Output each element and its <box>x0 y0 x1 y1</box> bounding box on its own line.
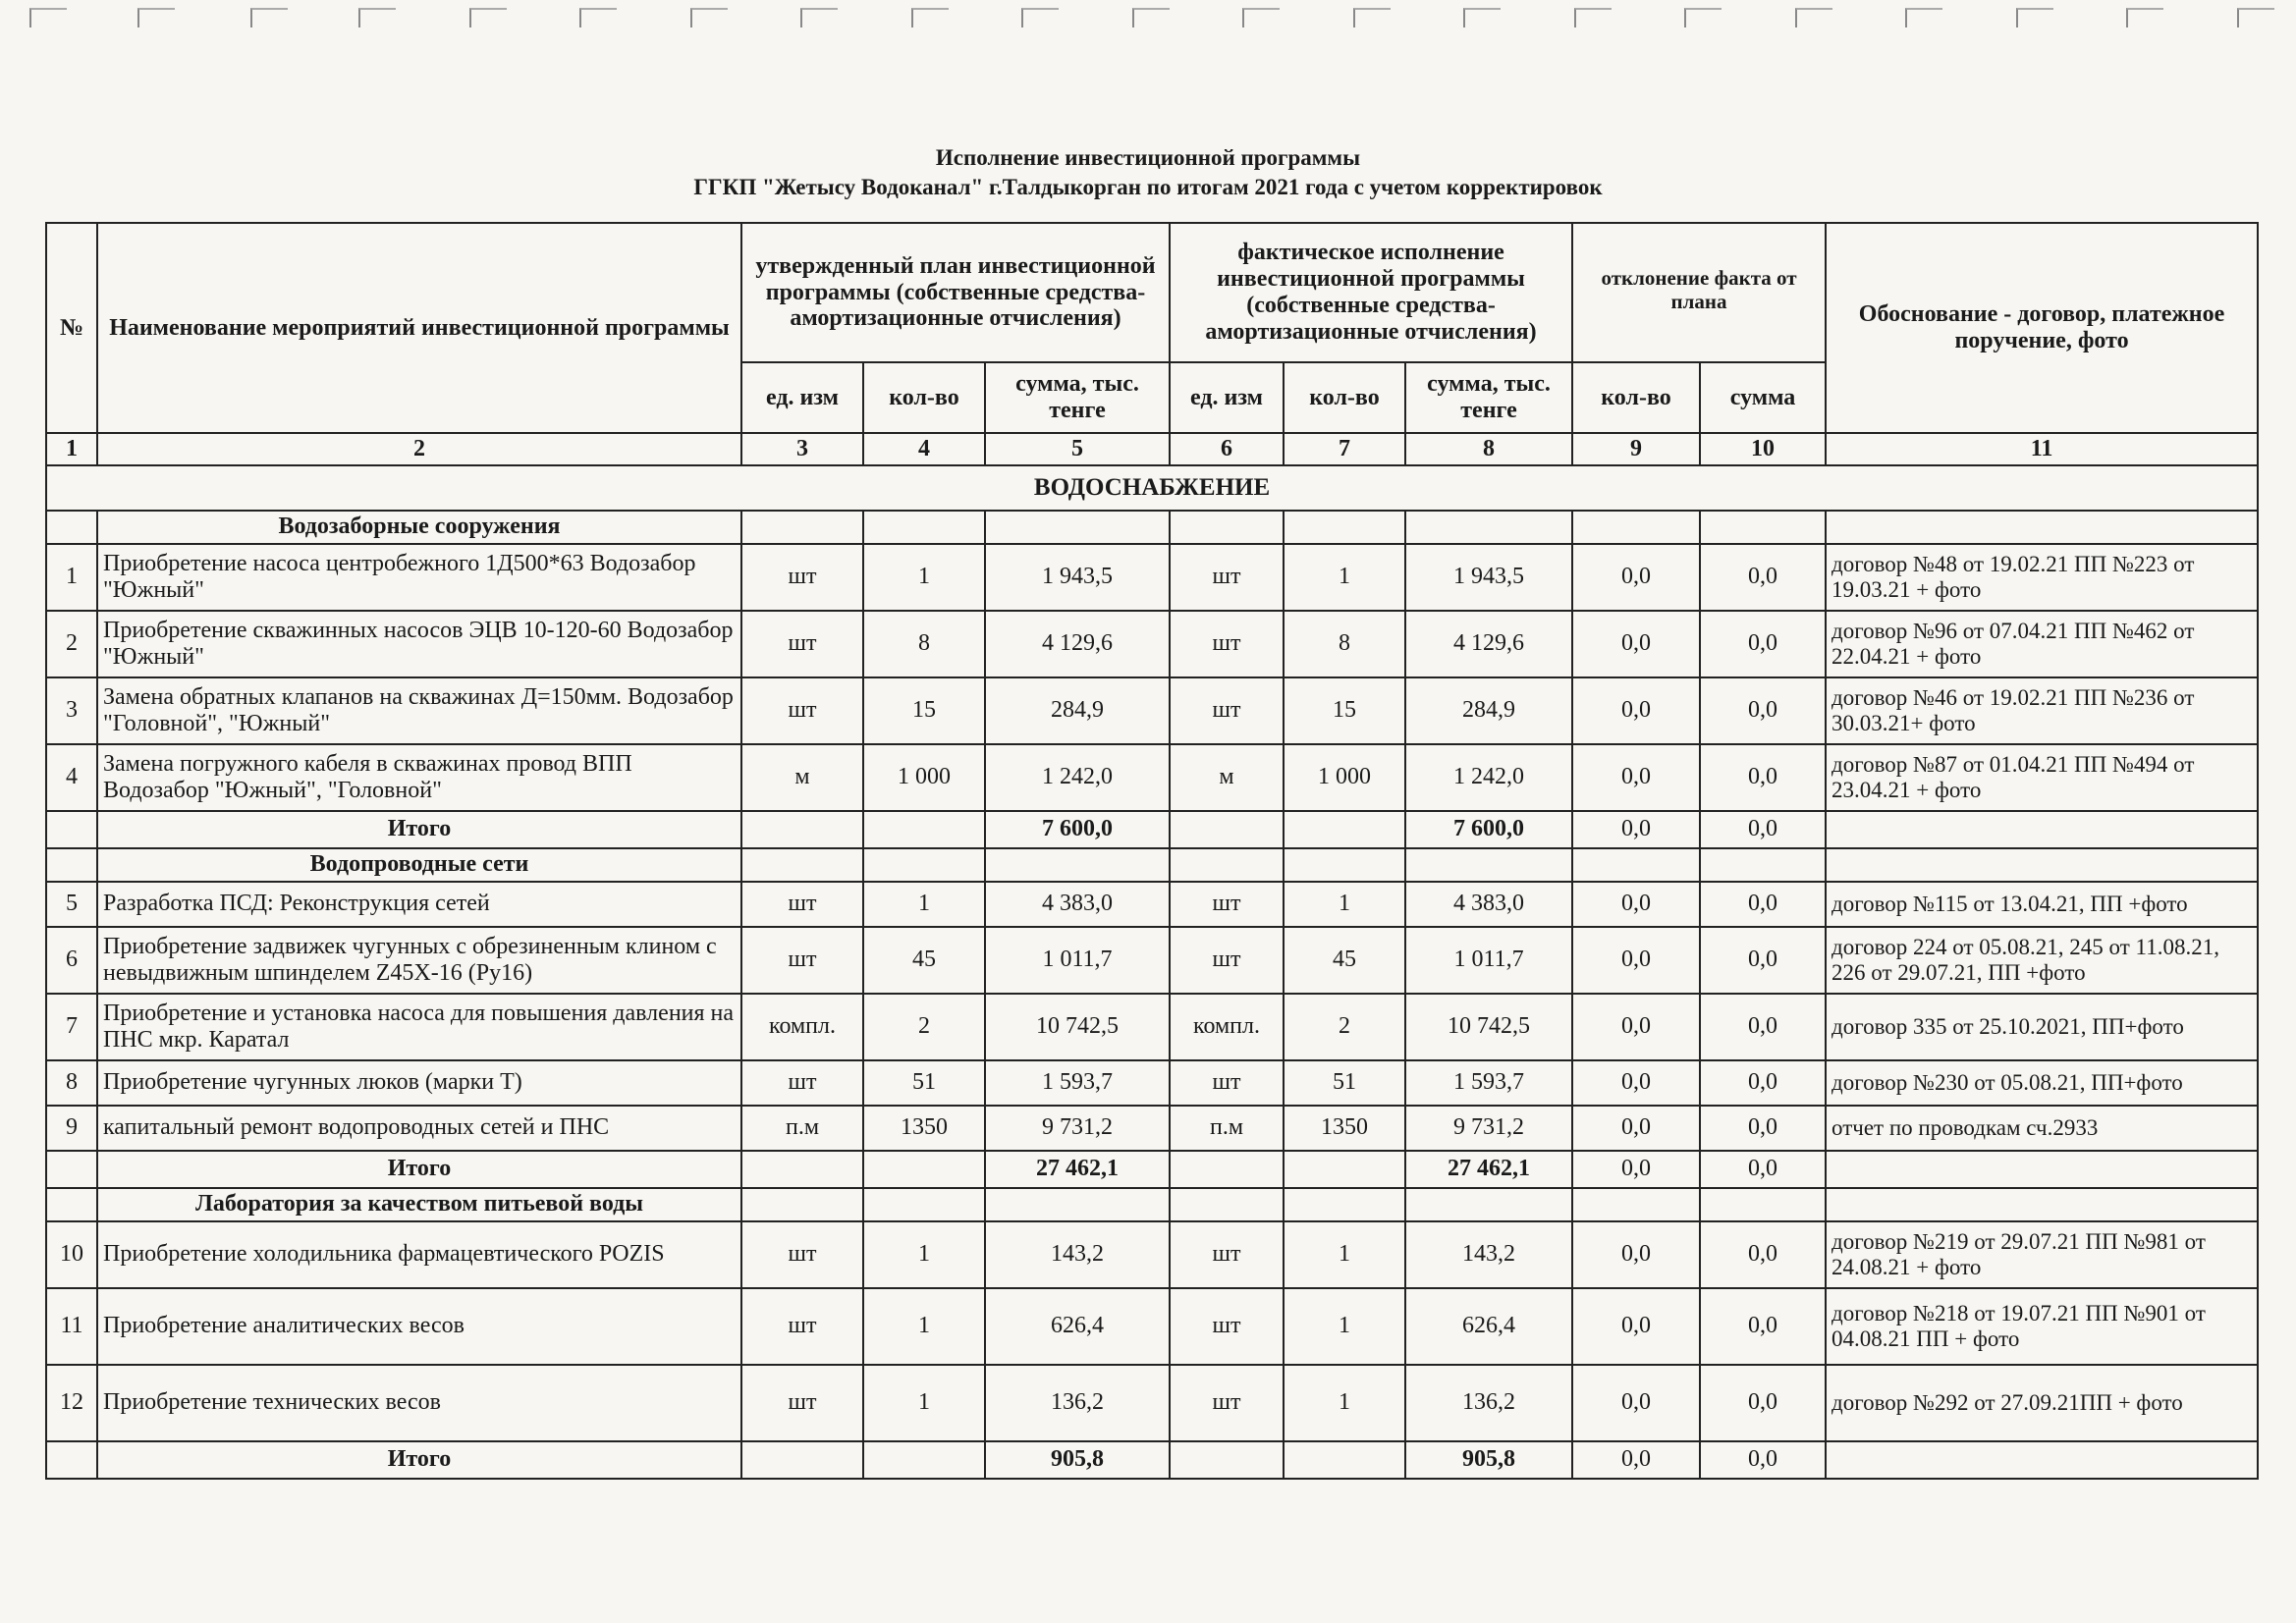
activity-name: Замена погружного кабеля в скважинах провод ВПП Водозабор "Южный", "Головной" <box>97 744 741 811</box>
table-row <box>46 677 2258 744</box>
plan-unit: м <box>741 744 863 811</box>
total-deviation-sum: 0,0 <box>1700 811 1826 848</box>
plan-sum: 1 011,7 <box>985 927 1170 994</box>
binder-hole-mark <box>1353 8 1391 27</box>
table-row <box>46 611 2258 677</box>
activity-name: Приобретение скважинных насосов ЭЦВ 10-120-60 Водозабор "Южный" <box>97 611 741 677</box>
empty-cell <box>1284 1151 1405 1188</box>
binder-hole-mark <box>358 8 396 27</box>
table-row <box>46 1060 2258 1106</box>
binder-hole-mark <box>250 8 288 27</box>
activity-name: Замена обратных клапанов на скважинах Д=150мм. Водозабор "Головной", "Южный" <box>97 677 741 744</box>
binder-hole-mark <box>29 8 67 27</box>
section-title: ВОДОСНАБЖЕНИЕ <box>46 465 2258 511</box>
empty-cell <box>985 511 1170 544</box>
header-fact: фактическое исполнение инвестиционной программы (собственные средства-амортизационные отчисления) <box>1170 223 1572 362</box>
row-number: 5 <box>46 882 97 927</box>
binder-hole-mark <box>1463 8 1501 27</box>
plan-qty: 1 <box>863 544 985 611</box>
basis-document: договор №87 от 01.04.21 ПП №494 от 23.04.21 + фото <box>1826 744 2258 811</box>
plan-sum: 284,9 <box>985 677 1170 744</box>
empty-cell <box>1170 811 1284 848</box>
column-number: 11 <box>1826 433 2258 465</box>
fact-sum: 10 742,5 <box>1405 994 1572 1060</box>
binder-hole-mark <box>1795 8 1832 27</box>
binder-hole-mark <box>690 8 728 27</box>
plan-sum: 1 593,7 <box>985 1060 1170 1106</box>
group-total-row <box>46 811 2258 848</box>
deviation-sum: 0,0 <box>1700 744 1826 811</box>
section-row <box>46 465 2258 511</box>
table-row <box>46 1288 2258 1365</box>
plan-qty: 45 <box>863 927 985 994</box>
group-title: Водозаборные сооружения <box>97 511 741 544</box>
header-no: № <box>46 223 97 433</box>
plan-sum: 136,2 <box>985 1365 1170 1441</box>
deviation-qty: 0,0 <box>1572 1221 1700 1288</box>
empty-cell <box>863 848 985 882</box>
row-number: 10 <box>46 1221 97 1288</box>
table-row <box>46 1106 2258 1151</box>
group-header-row <box>46 1188 2258 1221</box>
deviation-sum: 0,0 <box>1700 1106 1826 1151</box>
deviation-qty: 0,0 <box>1572 1106 1700 1151</box>
row-number: 8 <box>46 1060 97 1106</box>
binder-hole-mark <box>911 8 949 27</box>
activity-name: капитальный ремонт водопроводных сетей и ПНС <box>97 1106 741 1151</box>
empty-cell <box>985 848 1170 882</box>
fact-sum: 626,4 <box>1405 1288 1572 1365</box>
fact-qty: 2 <box>1284 994 1405 1060</box>
empty-cell <box>863 1151 985 1188</box>
empty-cell <box>1170 511 1284 544</box>
deviation-sum: 0,0 <box>1700 994 1826 1060</box>
fact-qty: 1 <box>1284 1288 1405 1365</box>
activity-name: Разработка ПСД: Реконструкция сетей <box>97 882 741 927</box>
basis-document: договор №115 от 13.04.21, ПП +фото <box>1826 882 2258 927</box>
basis-document: договор №292 от 27.09.21ПП + фото <box>1826 1365 2258 1441</box>
empty-cell <box>1405 511 1572 544</box>
header-fact-sum: сумма, тыс. тенге <box>1405 362 1572 433</box>
fact-unit: компл. <box>1170 994 1284 1060</box>
row-number: 4 <box>46 744 97 811</box>
deviation-qty: 0,0 <box>1572 611 1700 677</box>
fact-unit: шт <box>1170 882 1284 927</box>
fact-unit: шт <box>1170 1221 1284 1288</box>
plan-unit: шт <box>741 611 863 677</box>
table-row <box>46 1221 2258 1288</box>
basis-document: договор 335 от 25.10.2021, ПП+фото <box>1826 994 2258 1060</box>
plan-qty: 51 <box>863 1060 985 1106</box>
total-fact-sum: 7 600,0 <box>1405 811 1572 848</box>
table-row <box>46 927 2258 994</box>
basis-document: договор №96 от 07.04.21 ПП №462 от 22.04.21 + фото <box>1826 611 2258 677</box>
column-number: 10 <box>1700 433 1826 465</box>
row-number: 9 <box>46 1106 97 1151</box>
plan-qty: 1 <box>863 1221 985 1288</box>
plan-unit: компл. <box>741 994 863 1060</box>
fact-unit: шт <box>1170 1288 1284 1365</box>
binder-hole-mark <box>1684 8 1722 27</box>
deviation-qty: 0,0 <box>1572 927 1700 994</box>
table-row <box>46 882 2258 927</box>
plan-unit: шт <box>741 1221 863 1288</box>
total-deviation-qty: 0,0 <box>1572 1441 1700 1479</box>
plan-unit: шт <box>741 1365 863 1441</box>
table-row <box>46 994 2258 1060</box>
binder-hole-mark <box>2126 8 2163 27</box>
total-deviation-sum: 0,0 <box>1700 1151 1826 1188</box>
basis-document: отчет по проводкам сч.2933 <box>1826 1106 2258 1151</box>
column-number: 1 <box>46 433 97 465</box>
deviation-qty: 0,0 <box>1572 744 1700 811</box>
empty-cell <box>1572 848 1700 882</box>
total-plan-sum: 905,8 <box>985 1441 1170 1479</box>
fact-sum: 4 129,6 <box>1405 611 1572 677</box>
empty-cell <box>1284 1441 1405 1479</box>
plan-qty: 1 <box>863 1365 985 1441</box>
fact-sum: 9 731,2 <box>1405 1106 1572 1151</box>
deviation-qty: 0,0 <box>1572 544 1700 611</box>
empty-cell <box>46 848 97 882</box>
plan-sum: 10 742,5 <box>985 994 1170 1060</box>
row-number: 2 <box>46 611 97 677</box>
empty-cell <box>1572 1188 1700 1221</box>
fact-qty: 45 <box>1284 927 1405 994</box>
deviation-sum: 0,0 <box>1700 677 1826 744</box>
total-plan-sum: 27 462,1 <box>985 1151 1170 1188</box>
binder-holes <box>0 0 2296 35</box>
total-plan-sum: 7 600,0 <box>985 811 1170 848</box>
group-header-row <box>46 848 2258 882</box>
empty-cell <box>863 811 985 848</box>
fact-unit: п.м <box>1170 1106 1284 1151</box>
plan-qty: 2 <box>863 994 985 1060</box>
document-subtitle: ГГКП "Жетысу Водоканал" г.Талдыкорган по итогам 2021 года с учетом корректировок <box>693 175 1603 199</box>
header-dev-qty: кол-во <box>1572 362 1700 433</box>
plan-unit: шт <box>741 927 863 994</box>
binder-hole-mark <box>1574 8 1612 27</box>
fact-unit: шт <box>1170 1365 1284 1441</box>
plan-qty: 1 <box>863 1288 985 1365</box>
basis-document: договор №230 от 05.08.21, ПП+фото <box>1826 1060 2258 1106</box>
empty-cell <box>741 511 863 544</box>
empty-cell <box>1826 511 2258 544</box>
investment-program-table <box>45 222 2259 1480</box>
empty-cell <box>741 1441 863 1479</box>
fact-sum: 143,2 <box>1405 1221 1572 1288</box>
group-title: Лаборатория за качеством питьевой воды <box>97 1188 741 1221</box>
plan-unit: шт <box>741 882 863 927</box>
basis-document: договор №48 от 19.02.21 ПП №223 от 19.03.21 + фото <box>1826 544 2258 611</box>
header-basis: Обоснование - договор, платежное поручение, фото <box>1826 223 2258 433</box>
row-number: 6 <box>46 927 97 994</box>
empty-cell <box>1826 1188 2258 1221</box>
activity-name: Приобретение технических весов <box>97 1365 741 1441</box>
group-title: Водопроводные сети <box>97 848 741 882</box>
row-number: 11 <box>46 1288 97 1365</box>
row-number: 1 <box>46 544 97 611</box>
deviation-sum: 0,0 <box>1700 1060 1826 1106</box>
fact-sum: 1 242,0 <box>1405 744 1572 811</box>
fact-qty: 1 <box>1284 1365 1405 1441</box>
header-dev-sum: сумма <box>1700 362 1826 433</box>
empty-cell <box>985 1188 1170 1221</box>
total-label: Итого <box>97 1151 741 1188</box>
empty-cell <box>741 848 863 882</box>
binder-hole-mark <box>579 8 617 27</box>
fact-unit: шт <box>1170 677 1284 744</box>
row-number: 12 <box>46 1365 97 1441</box>
empty-cell <box>1170 848 1284 882</box>
deviation-qty: 0,0 <box>1572 1365 1700 1441</box>
fact-unit: шт <box>1170 611 1284 677</box>
empty-cell <box>46 1441 97 1479</box>
fact-qty: 1 <box>1284 1221 1405 1288</box>
header-name: Наименование мероприятий инвестиционной программы <box>97 223 741 433</box>
plan-qty: 1350 <box>863 1106 985 1151</box>
empty-cell <box>46 511 97 544</box>
total-deviation-sum: 0,0 <box>1700 1441 1826 1479</box>
empty-cell <box>1826 811 2258 848</box>
binder-hole-mark <box>1905 8 1942 27</box>
total-fact-sum: 905,8 <box>1405 1441 1572 1479</box>
deviation-sum: 0,0 <box>1700 882 1826 927</box>
empty-cell <box>1170 1188 1284 1221</box>
plan-unit: шт <box>741 677 863 744</box>
empty-cell <box>863 1441 985 1479</box>
activity-name: Приобретение аналитических весов <box>97 1288 741 1365</box>
fact-unit: шт <box>1170 544 1284 611</box>
fact-unit: шт <box>1170 927 1284 994</box>
fact-sum: 4 383,0 <box>1405 882 1572 927</box>
empty-cell <box>863 1188 985 1221</box>
empty-cell <box>741 811 863 848</box>
plan-qty: 8 <box>863 611 985 677</box>
empty-cell <box>1826 848 2258 882</box>
binder-hole-mark <box>2237 8 2274 27</box>
column-number: 4 <box>863 433 985 465</box>
empty-cell <box>46 811 97 848</box>
group-header-row <box>46 511 2258 544</box>
fact-unit: м <box>1170 744 1284 811</box>
column-number: 9 <box>1572 433 1700 465</box>
empty-cell <box>46 1151 97 1188</box>
activity-name: Приобретение холодильника фармацевтического POZIS <box>97 1221 741 1288</box>
empty-cell <box>1284 1188 1405 1221</box>
empty-cell <box>1170 1151 1284 1188</box>
empty-cell <box>1284 511 1405 544</box>
group-total-row <box>46 1441 2258 1479</box>
group-total-row <box>46 1151 2258 1188</box>
deviation-sum: 0,0 <box>1700 611 1826 677</box>
table-row <box>46 744 2258 811</box>
deviation-qty: 0,0 <box>1572 677 1700 744</box>
empty-cell <box>863 511 985 544</box>
fact-qty: 1 <box>1284 882 1405 927</box>
column-numbers-row <box>46 433 2258 465</box>
plan-sum: 4 383,0 <box>985 882 1170 927</box>
fact-sum: 1 593,7 <box>1405 1060 1572 1106</box>
total-label: Итого <box>97 1441 741 1479</box>
empty-cell <box>1700 848 1826 882</box>
fact-unit: шт <box>1170 1060 1284 1106</box>
empty-cell <box>741 1151 863 1188</box>
header-plan-qty: кол-во <box>863 362 985 433</box>
empty-cell <box>1572 511 1700 544</box>
plan-sum: 143,2 <box>985 1221 1170 1288</box>
empty-cell <box>1284 848 1405 882</box>
binder-hole-mark <box>137 8 175 27</box>
column-number: 3 <box>741 433 863 465</box>
basis-document: договор №218 от 19.07.21 ПП №901 от 04.08.21 ПП + фото <box>1826 1288 2258 1365</box>
fact-qty: 1350 <box>1284 1106 1405 1151</box>
deviation-qty: 0,0 <box>1572 994 1700 1060</box>
empty-cell <box>1405 848 1572 882</box>
column-number: 8 <box>1405 433 1572 465</box>
fact-qty: 1 <box>1284 544 1405 611</box>
total-label: Итого <box>97 811 741 848</box>
binder-hole-mark <box>1132 8 1170 27</box>
binder-hole-mark <box>2016 8 2053 27</box>
plan-sum: 4 129,6 <box>985 611 1170 677</box>
row-number: 3 <box>46 677 97 744</box>
plan-qty: 15 <box>863 677 985 744</box>
activity-name: Приобретение чугунных люков (марки Т) <box>97 1060 741 1106</box>
empty-cell <box>1826 1151 2258 1188</box>
empty-cell <box>1170 1441 1284 1479</box>
deviation-sum: 0,0 <box>1700 1365 1826 1441</box>
plan-unit: п.м <box>741 1106 863 1151</box>
activity-name: Приобретение насоса центробежного 1Д500*63 Водозабор "Южный" <box>97 544 741 611</box>
header-plan-sum: сумма, тыс. тенге <box>985 362 1170 433</box>
plan-unit: шт <box>741 544 863 611</box>
fact-qty: 51 <box>1284 1060 1405 1106</box>
plan-unit: шт <box>741 1288 863 1365</box>
fact-qty: 8 <box>1284 611 1405 677</box>
empty-cell <box>1700 1188 1826 1221</box>
plan-sum: 1 242,0 <box>985 744 1170 811</box>
plan-qty: 1 <box>863 882 985 927</box>
empty-cell <box>1826 1441 2258 1479</box>
document-title: Исполнение инвестиционной программы <box>935 145 1361 170</box>
plan-sum: 626,4 <box>985 1288 1170 1365</box>
header-fact-unit: ед. изм <box>1170 362 1284 433</box>
plan-unit: шт <box>741 1060 863 1106</box>
empty-cell <box>1700 511 1826 544</box>
basis-document: договор №219 от 29.07.21 ПП №981 от 24.08.21 + фото <box>1826 1221 2258 1288</box>
row-number: 7 <box>46 994 97 1060</box>
deviation-sum: 0,0 <box>1700 544 1826 611</box>
total-deviation-qty: 0,0 <box>1572 1151 1700 1188</box>
activity-name: Приобретение задвижек чугунных с обрезиненным клином с невыдвижным шпинделем Z45X-16 (Ру16) <box>97 927 741 994</box>
fact-sum: 1 943,5 <box>1405 544 1572 611</box>
column-number: 7 <box>1284 433 1405 465</box>
header-plan-unit: ед. изм <box>741 362 863 433</box>
table-row <box>46 544 2258 611</box>
column-number: 6 <box>1170 433 1284 465</box>
column-number: 5 <box>985 433 1170 465</box>
binder-hole-mark <box>1021 8 1059 27</box>
binder-hole-mark <box>800 8 838 27</box>
deviation-qty: 0,0 <box>1572 882 1700 927</box>
deviation-sum: 0,0 <box>1700 927 1826 994</box>
plan-sum: 1 943,5 <box>985 544 1170 611</box>
deviation-qty: 0,0 <box>1572 1060 1700 1106</box>
activity-name: Приобретение и установка насоса для повышения давления на ПНС мкр. Каратал <box>97 994 741 1060</box>
empty-cell <box>1405 1188 1572 1221</box>
header-fact-qty: кол-во <box>1284 362 1405 433</box>
table-row <box>46 1365 2258 1441</box>
binder-hole-mark <box>469 8 507 27</box>
plan-qty: 1 000 <box>863 744 985 811</box>
plan-sum: 9 731,2 <box>985 1106 1170 1151</box>
basis-document: договор №46 от 19.02.21 ПП №236 от 30.03.21+ фото <box>1826 677 2258 744</box>
fact-sum: 284,9 <box>1405 677 1572 744</box>
total-deviation-qty: 0,0 <box>1572 811 1700 848</box>
deviation-sum: 0,0 <box>1700 1221 1826 1288</box>
header-deviation: отклонение факта от плана <box>1572 223 1826 362</box>
basis-document: договор 224 от 05.08.21, 245 от 11.08.21, 226 от 29.07.21, ПП +фото <box>1826 927 2258 994</box>
empty-cell <box>1284 811 1405 848</box>
empty-cell <box>741 1188 863 1221</box>
header-plan: утвержденный план инвестиционной программы (собственные средства-амортизационные отчисления) <box>741 223 1170 362</box>
fact-qty: 15 <box>1284 677 1405 744</box>
column-number: 2 <box>97 433 741 465</box>
deviation-sum: 0,0 <box>1700 1288 1826 1365</box>
empty-cell <box>46 1188 97 1221</box>
deviation-qty: 0,0 <box>1572 1288 1700 1365</box>
total-fact-sum: 27 462,1 <box>1405 1151 1572 1188</box>
fact-sum: 1 011,7 <box>1405 927 1572 994</box>
fact-sum: 136,2 <box>1405 1365 1572 1441</box>
fact-qty: 1 000 <box>1284 744 1405 811</box>
binder-hole-mark <box>1242 8 1280 27</box>
